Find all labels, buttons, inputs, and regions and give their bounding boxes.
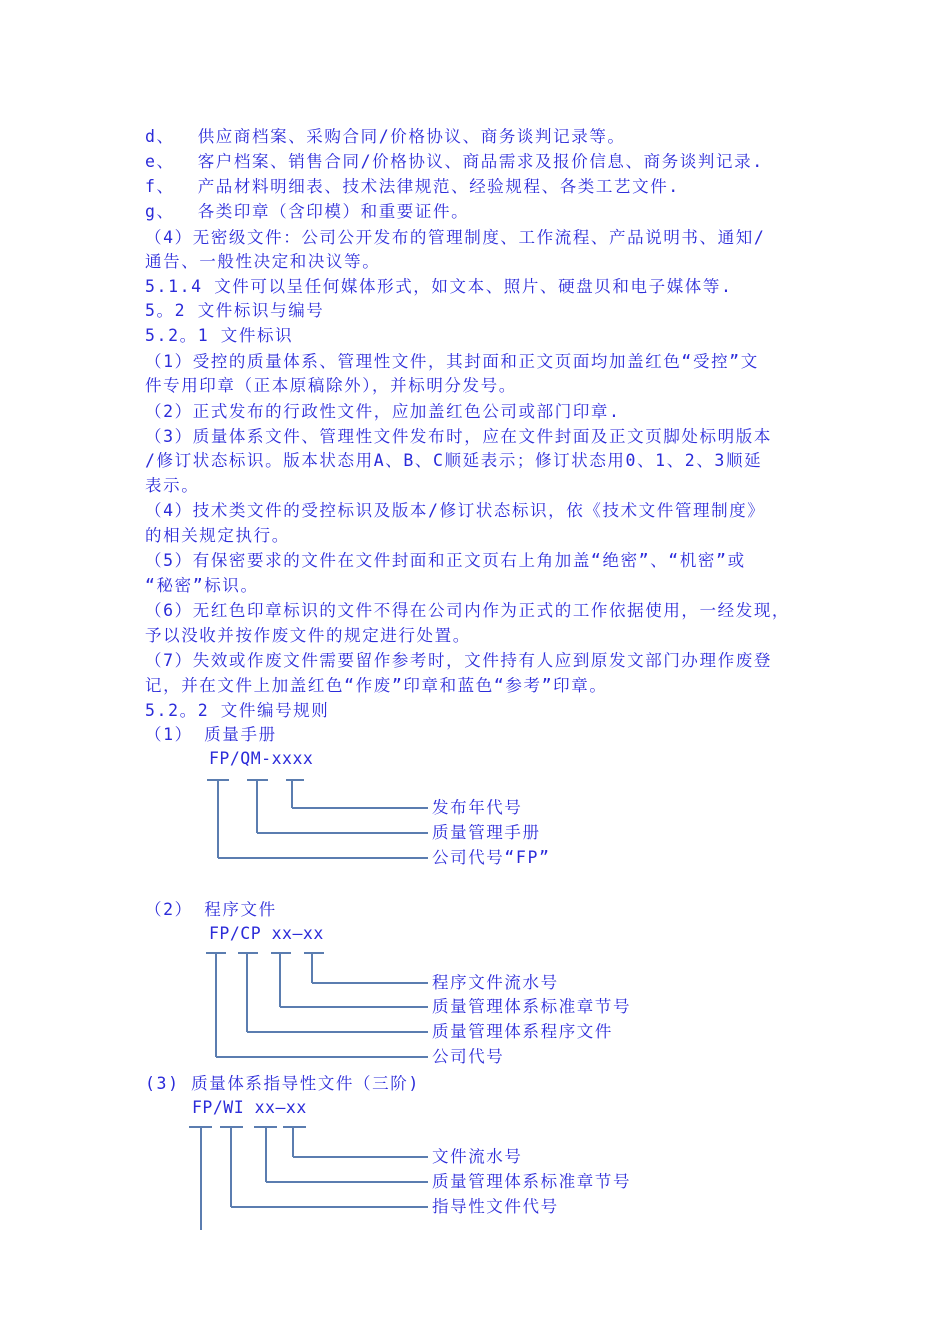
paragraph-line: （2）正式发布的行政性文件，应加盖红色公司或部门印章. <box>145 402 621 421</box>
paragraph-line: （4）技术类文件的受控标识及版本/修订状态标识，依《技术文件管理制度》 <box>145 501 766 520</box>
diagram-instruction-docs <box>189 1127 428 1230</box>
paragraph-line: “秘密”标识。 <box>145 576 259 595</box>
diagram-label: 质量管理体系标准章节号 <box>432 1172 632 1191</box>
numbering-section-heading: (3) 质量体系指导性文件（三阶) <box>145 1074 420 1093</box>
diagram-label: 质量管理手册 <box>432 823 541 842</box>
numbering-section-heading: （1） 质量手册 <box>145 725 277 744</box>
numbering-section-heading: （2） 程序文件 <box>145 900 277 919</box>
paragraph-line: 5.1.4 文件可以呈任何媒体形式，如文本、照片、硬盘贝和电子媒体等. <box>145 277 733 296</box>
paragraph-line: 件专用印章（正本原稿除外），并标明分发号。 <box>145 376 517 395</box>
subsection-heading: 5.2。2 文件编号规则 <box>145 701 330 720</box>
paragraph-line: 通告、一般性决定和决议等。 <box>145 252 381 271</box>
diagram-label: 文件流水号 <box>432 1147 523 1166</box>
section-heading: 5。2 文件标识与编号 <box>145 301 325 320</box>
paragraph-line: 予以没收并按作废文件的规定进行处置。 <box>145 626 471 645</box>
paragraph-line: 表示。 <box>145 476 200 495</box>
diagram-label: 质量管理体系标准章节号 <box>432 997 632 1016</box>
subsection-heading: 5.2。1 文件标识 <box>145 326 294 345</box>
diagram-label: 发布年代号 <box>432 798 523 817</box>
diagram-label: 公司代号“FP” <box>432 848 551 867</box>
code-pattern: FP/CP xx—xx <box>209 924 324 943</box>
diagram-quality-manual <box>207 780 428 858</box>
diagram-label: 指导性文件代号 <box>432 1197 559 1216</box>
paragraph-line: （3）质量体系文件、管理性文件发布时，应在文件封面及正文页脚处标明版本 <box>145 427 772 446</box>
list-item-d: d、 供应商档案、采购合同/价格协议、商务谈判记录等。 <box>145 127 626 146</box>
paragraph-line: （4）无密级文件：公司公开发布的管理制度、工作流程、产品说明书、通知/ <box>145 228 766 247</box>
list-item-g: g、 各类印章（含印模）和重要证件。 <box>145 202 470 221</box>
code-pattern: FP/QM-xxxx <box>209 749 314 768</box>
paragraph-line: 记，并在文件上加盖红色“作废”印章和蓝色“参考”印章。 <box>145 676 608 695</box>
paragraph-line: （5）有保密要求的文件在文件封面和正文页右上角加盖“绝密”、“机密”或 <box>145 551 746 570</box>
list-item-f: f、 产品材料明细表、技术法律规范、经验规程、各类工艺文件. <box>145 177 680 196</box>
paragraph-line: （6）无红色印章标识的文件不得在公司内作为正式的工作依据使用，一经发现， <box>145 601 791 620</box>
paragraph-line: 的相关规定执行。 <box>145 526 290 545</box>
paragraph-line: （7）失效或作废文件需要留作参考时，文件持有人应到原发文部门办理作废登 <box>145 651 772 670</box>
code-pattern: FP/WI xx—xx <box>192 1098 307 1117</box>
diagram-label: 公司代号 <box>432 1047 505 1066</box>
diagram-label: 程序文件流水号 <box>432 973 559 992</box>
paragraph-line: /修订状态标识。版本状态用A、B、C顺延表示；修订状态用0、1、2、3顺延 <box>145 451 763 470</box>
diagram-label: 质量管理体系程序文件 <box>432 1022 613 1041</box>
paragraph-line: （1）受控的质量体系、管理性文件，其封面和正文页面均加盖红色“受控”文 <box>145 352 759 371</box>
list-item-e: e、 客户档案、销售合同/价格协议、商品需求及报价信息、商务谈判记录. <box>145 152 764 171</box>
diagram-procedure-docs <box>206 953 428 1057</box>
